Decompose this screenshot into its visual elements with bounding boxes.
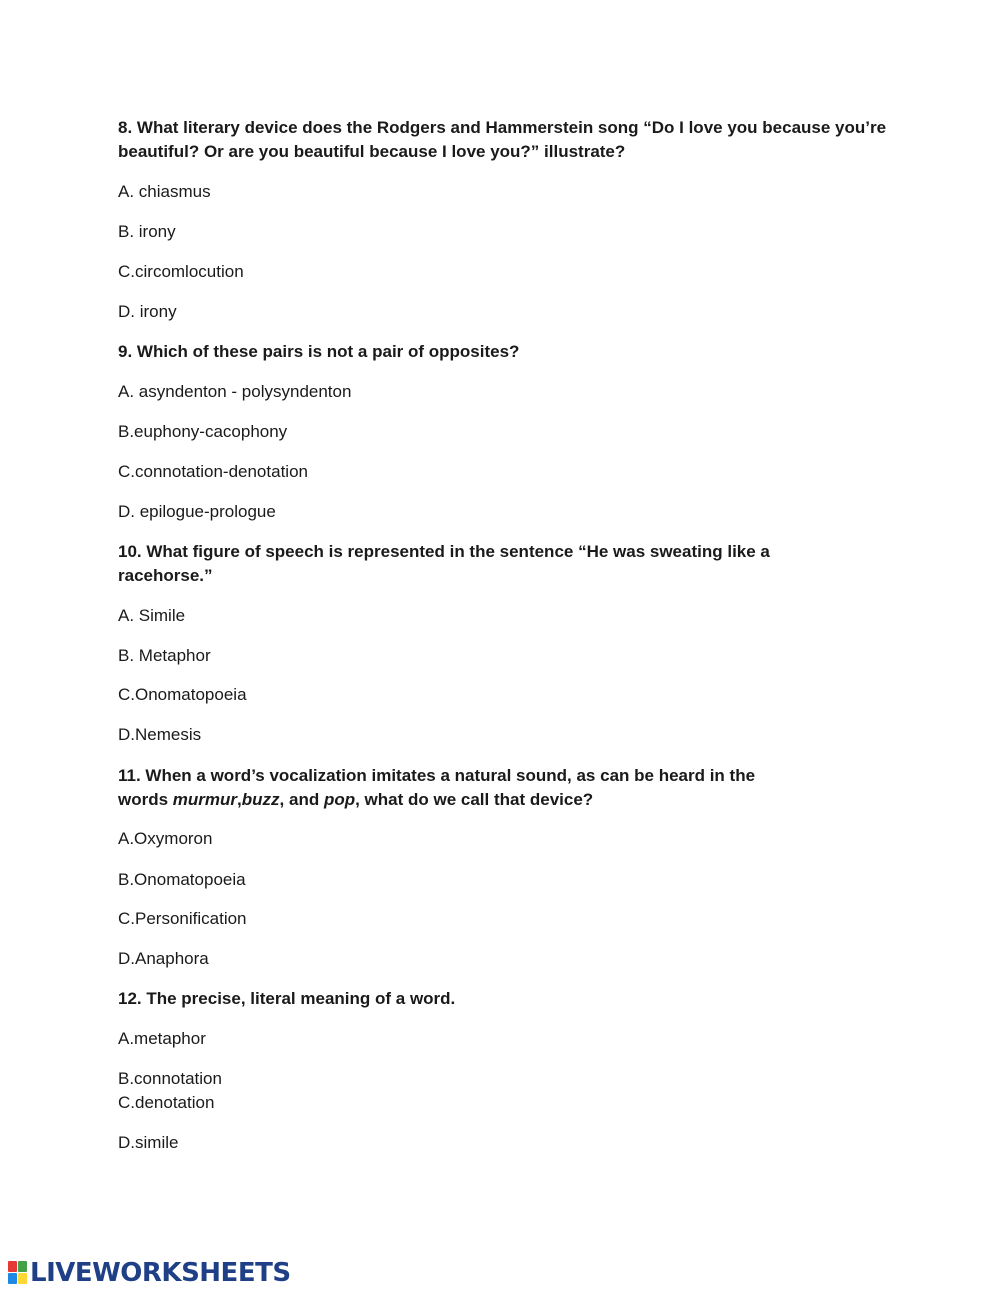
question-9-option-a: A. asyndenton - polysyndenton — [118, 382, 352, 401]
question-11-line-1: 11. When a word’s vocalization imitates a natural sound, as can be heard in the — [118, 766, 756, 785]
question-10-text: 10. What figure of speech is represented in the sentence “He was sweating like a racehorse.” — [118, 542, 770, 585]
question-12-text: 12. The precise, literal meaning of a word. — [118, 989, 456, 1008]
question-9-option-d: D. epilogue-prologue — [118, 502, 276, 521]
question-10-option-d: D.Nemesis — [118, 725, 202, 744]
question-11-option-d: D.Anaphora — [118, 949, 209, 968]
question-9-option-b: B.euphony-cacophony — [118, 422, 288, 441]
question-8-text: 8. What literary device does the Rodgers and Hammerstein song “Do I love you because you’re beautiful? Or are you beautiful because I love you?” illustrate? — [118, 118, 887, 161]
question-12-option-b: B.connotation — [118, 1069, 222, 1088]
liveworksheets-logo[interactable] — [8, 1258, 291, 1288]
liveworksheets-logo-text: LIVEWORKSHEETS — [30, 1258, 291, 1288]
example-word-buzz: buzz — [241, 790, 280, 809]
question-12-option-d: D.simile — [118, 1133, 179, 1152]
question-12-option-a: A.metaphor — [118, 1029, 206, 1048]
question-11-text — [118, 764, 898, 812]
question-9-option-c: C.connotation-denotation — [118, 462, 308, 481]
question-8-option-a: A. chiasmus — [118, 182, 211, 201]
question-8-option-d: D. irony — [118, 302, 177, 321]
example-word-pop: pop — [323, 790, 356, 809]
question-12-option-c: C.denotation — [118, 1093, 215, 1112]
question-11-line-2: words murmur,buzz, and pop, what do we call that device? — [118, 790, 594, 809]
liveworksheets-logo-icon — [8, 1261, 28, 1285]
question-9-text: 9. Which of these pairs is not a pair of opposites? — [118, 342, 520, 361]
question-11-option-a: A.Oxymoron — [118, 829, 213, 848]
question-11-option-c: C.Personification — [118, 909, 247, 928]
question-8-option-c: C.circomlocution — [118, 262, 244, 281]
example-word-murmur: murmur — [172, 790, 238, 809]
question-10-option-c: C.Onomatopoeia — [118, 685, 247, 704]
question-10-option-a: A. Simile — [118, 606, 186, 625]
question-8-option-b: B. irony — [118, 222, 176, 241]
question-11-option-b: B.Onomatopoeia — [118, 870, 246, 889]
question-10-option-b: B. Metaphor — [118, 646, 211, 665]
